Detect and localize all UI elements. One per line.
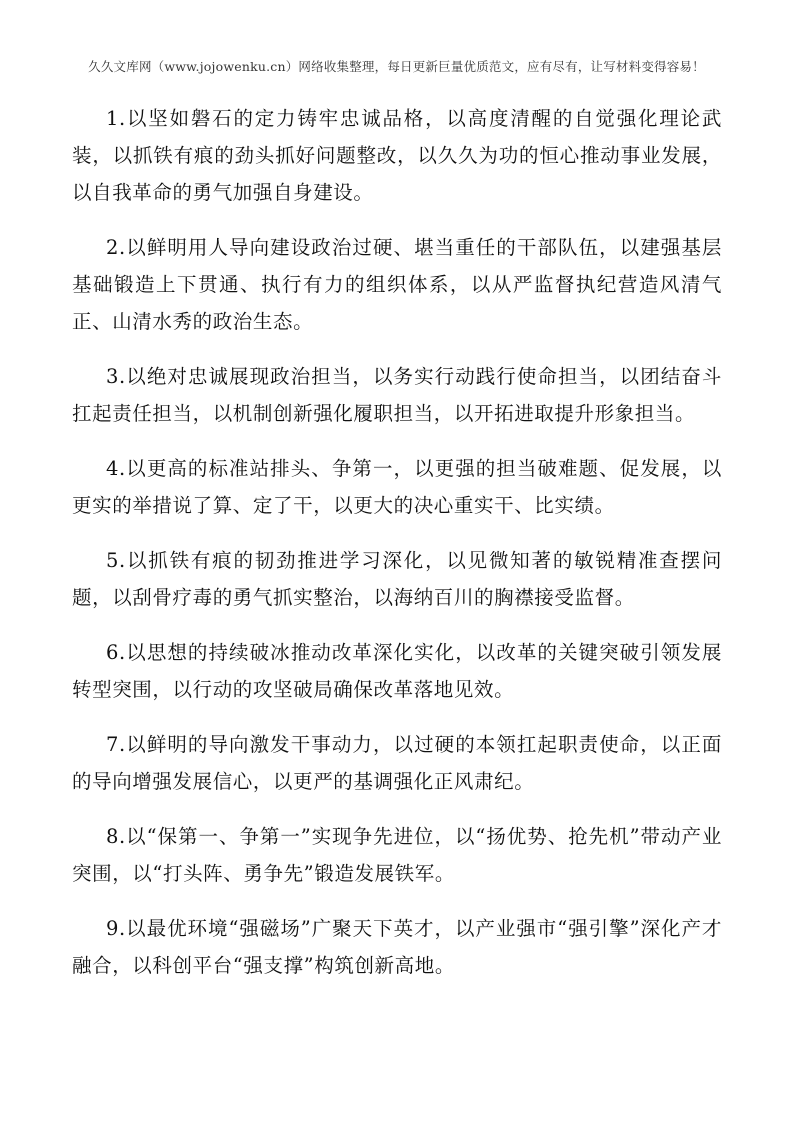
paragraph-2: 2.以鲜明用人导向建设政治过硬、堪当重任的干部队伍，以建强基层基础锻造上下贯通、执行有力的组织体系，以从严监督执纪营造风清气正、山清水秀的政治生态。: [72, 236, 722, 333]
paragraph-5: 5.以抓铁有痕的韧劲推进学习深化，以见微知著的敏锐精准查摆问题，以刮骨疗毒的勇气抓实整治，以海纳百川的胸襟接受监督。: [72, 549, 722, 609]
paragraph-6: 6.以思想的持续破冰推动改革深化实化，以改革的关键突破引领发展转型突围，以行动的攻坚破局确保改革落地见效。: [72, 641, 722, 701]
paragraph-9: 9.以最优环境“强磁场”广聚天下英才，以产业强市“强引擎”深化产才融合，以科创平台“强支撑”构筑创新高地。: [72, 917, 722, 977]
page-header: 久久文库网（www.jojowenku.cn）网络收集整理，每日更新巨量优质范文，应有尽有，让写材料变得容易！: [88, 59, 705, 74]
paragraph-7: 7.以鲜明的导向激发干事动力，以过硬的本领扛起职责使命，以正面的导向增强发展信心，以更严的基调强化正风肃纪。: [72, 733, 722, 793]
document-body: [72, 100, 722, 1002]
paragraph-4: 4.以更高的标准站排头、争第一，以更强的担当破难题、促发展，以更实的举措说了算、定了干，以更大的决心重实干、比实绩。: [72, 457, 722, 517]
paragraph-8: 8.以“保第一、争第一”实现争先进位，以“扬优势、抢先机”带动产业突围，以“打头阵、勇争先”锻造发展铁军。: [72, 825, 722, 885]
paragraph-3: 3.以绝对忠诚展现政治担当，以务实行动践行使命担当，以团结奋斗扛起责任担当，以机制创新强化履职担当，以开拓进取提升形象担当。: [72, 365, 722, 425]
paragraph-1: 1.以坚如磐石的定力铸牢忠诚品格，以高度清醒的自觉强化理论武装，以抓铁有痕的劲头抓好问题整改，以久久为功的恒心推动事业发展，以自我革命的勇气加强自身建设。: [72, 107, 722, 204]
